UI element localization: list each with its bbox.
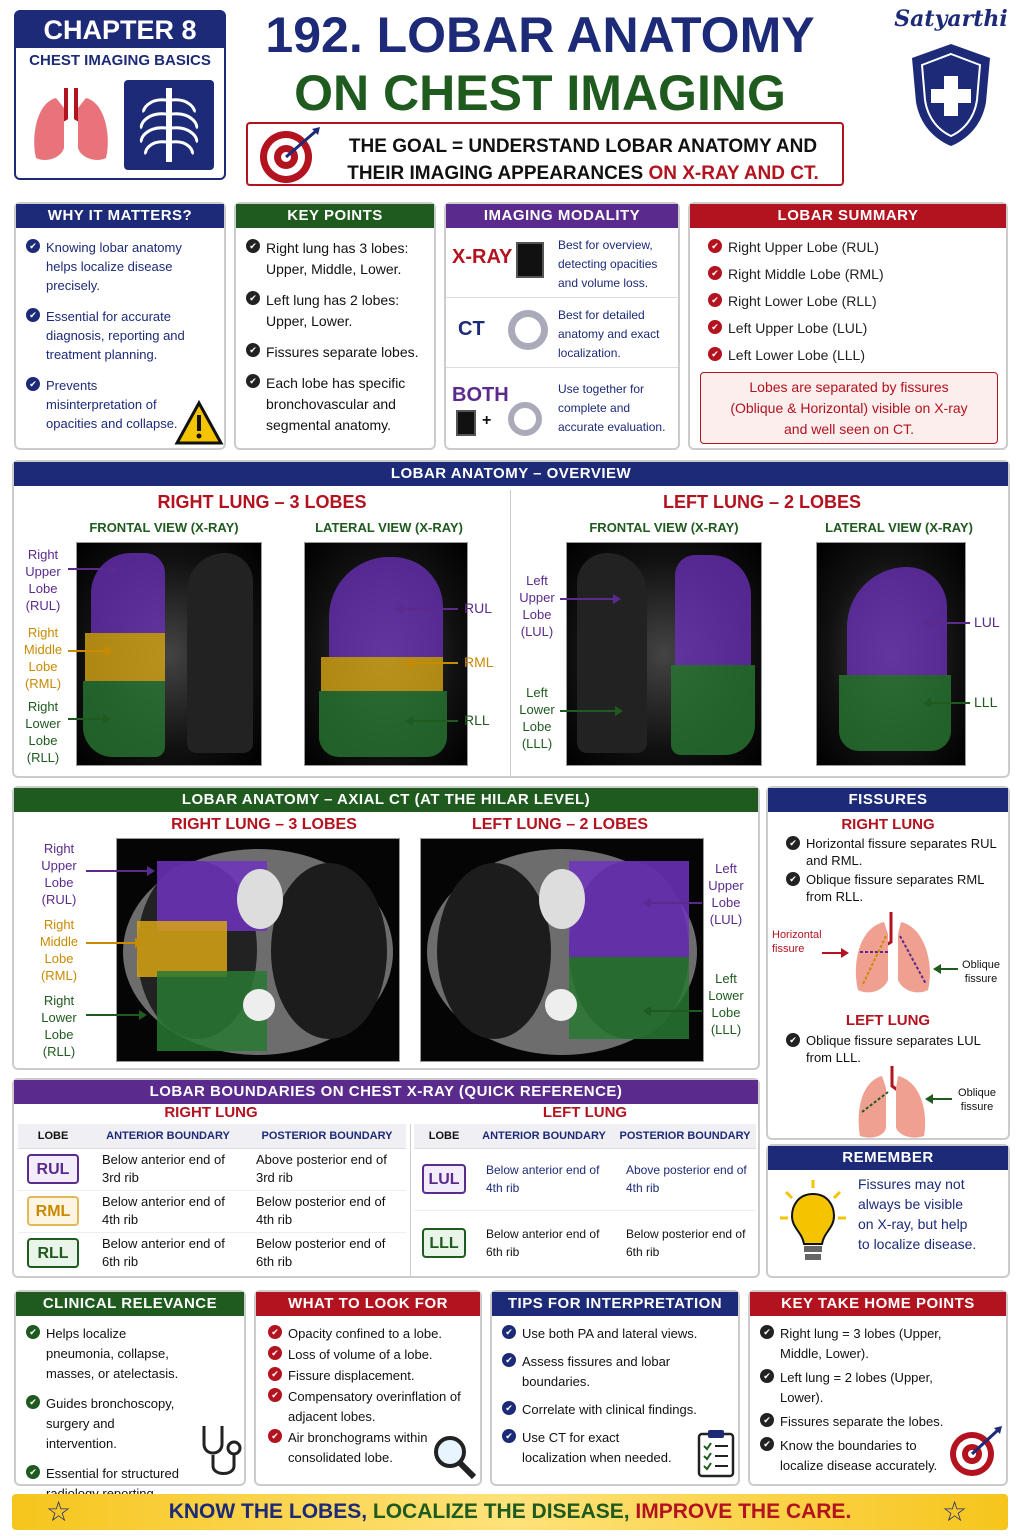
remember-box xyxy=(766,1144,1010,1278)
modality-name: CT xyxy=(458,318,485,340)
title-line1: 192. LOBAR ANATOMY xyxy=(265,7,815,63)
key-item: ✔ Each lobe has specific bronchovascular and segmental anatomy. xyxy=(244,373,426,436)
posterior-cell: Below posterior end of 6th rib xyxy=(256,1236,386,1270)
right-boundary-table xyxy=(18,1124,406,1274)
rul-overlay xyxy=(329,557,443,657)
goal-line2a: THEIR IMAGING APPEARANCES xyxy=(347,163,649,184)
lll-arrow xyxy=(926,702,970,704)
boundaries-right-title: RIGHT LUNG xyxy=(164,1104,258,1121)
lul-overlay xyxy=(675,555,751,665)
rul-arrow xyxy=(86,870,152,872)
summary-item: ✔ Right Middle Lobe (RML) xyxy=(706,265,992,284)
col-header: POSTERIOR BOUNDARY xyxy=(619,1129,751,1142)
horizontal-fissure-label: Horizontal fissure xyxy=(772,929,822,955)
summary-item: ✔ Left Lower Lobe (LLL) xyxy=(706,346,992,365)
remember-text: Fissures may not always be visible on X-ray, but help to localize disease. xyxy=(858,1176,977,1252)
posterior-cell: Below posterior end of 4th rib xyxy=(256,1194,386,1227)
page-title xyxy=(240,6,840,122)
oblique-arrow xyxy=(928,1098,952,1100)
lll-overlay xyxy=(569,957,689,1039)
table-row xyxy=(18,1232,406,1274)
summary-item: ✔ Right Lower Lobe (RLL) xyxy=(706,292,992,311)
look-header: WHAT TO LOOK FOR xyxy=(256,1292,480,1316)
right-lung-fissure-icon xyxy=(846,902,946,1002)
oblique-fissure-label: Oblique fissure xyxy=(962,959,1000,985)
summary-list xyxy=(690,228,1006,365)
why-header: WHY IT MATTERS? xyxy=(16,204,224,228)
lobe-chip: LLL xyxy=(422,1228,466,1258)
oblique-fissure-label: Oblique fissure xyxy=(958,1087,996,1113)
ct-scanner-icon xyxy=(508,402,542,436)
posterior-cell: Above posterior end of 4th rib xyxy=(626,1163,747,1195)
star-icon: ☆ xyxy=(46,1496,72,1527)
rll-overlay xyxy=(319,691,447,757)
goal-text xyxy=(328,133,838,187)
anterior-cell: Below anterior end of 3rd rib xyxy=(102,1152,225,1185)
rml-overlay xyxy=(85,633,165,681)
takehome-header: KEY TAKE HOME POINTS xyxy=(750,1292,1006,1316)
col-header: ANTERIOR BOUNDARY xyxy=(482,1129,606,1142)
fissure-item: ✔ Horizontal fissure separates RUL and RML. xyxy=(784,835,1000,869)
frontal-label: FRONTAL VIEW (X-RAY) xyxy=(589,520,739,535)
fissures-right-title: RIGHT LUNG xyxy=(841,816,935,833)
tips-header: TIPS FOR INTERPRETATION xyxy=(492,1292,738,1316)
goal-line2 xyxy=(328,160,838,187)
table-header-row xyxy=(18,1124,406,1148)
lul-abbrev: LUL xyxy=(974,614,1000,630)
modality-desc: Best for detailed anatomy and exact localization. xyxy=(558,308,660,360)
right-lung-title: RIGHT LUNG – 3 LOBES xyxy=(157,492,367,512)
fissures-left-title: LEFT LUNG xyxy=(845,1012,931,1029)
summary-note: Lobes are separated by fissures (Oblique & Horizontal) visible on X-ray and well seen on CT. xyxy=(700,372,998,444)
col-header: LOBE xyxy=(428,1129,460,1142)
chapter-subtitle: CHEST IMAGING BASICS xyxy=(29,52,211,69)
posterior-cell: Below posterior end of 6th rib xyxy=(626,1227,746,1260)
modality-row-both xyxy=(446,370,678,444)
rll-label: Right Lower Lobe (RLL) xyxy=(25,699,61,765)
boundaries-box xyxy=(12,1078,760,1278)
lul-overlay xyxy=(847,567,947,675)
rml-label: Right Middle Lobe (RML) xyxy=(39,917,79,983)
fissures-box xyxy=(766,786,1010,1140)
key-item: ✔ Left lung has 2 lobes: Upper, Lower. xyxy=(244,290,426,332)
ct-header: LOBAR ANATOMY – AXIAL CT (AT THE HILAR LEVEL) xyxy=(14,788,758,812)
lightbulb-icon xyxy=(778,1178,848,1268)
shield-icon xyxy=(906,40,996,150)
look-item: ✔ Fissure displacement. xyxy=(266,1366,472,1386)
modality-row-xray xyxy=(446,232,678,298)
fissures-header: FISSURES xyxy=(768,788,1008,812)
rml-arrow xyxy=(68,650,110,652)
modality-desc: Use together for complete and accurate evaluation. xyxy=(558,382,666,434)
chapter-box xyxy=(14,10,226,180)
summary-item: ✔ Right Upper Lobe (RUL) xyxy=(706,238,992,257)
ct-lung-left xyxy=(271,863,387,1039)
brand-name: Satyarthi xyxy=(894,6,1008,32)
key-item: ✔ Right lung has 3 lobes: Upper, Middle, Lower. xyxy=(244,238,426,280)
look-item: ✔ Opacity confined to a lobe. xyxy=(266,1324,472,1344)
table-row xyxy=(18,1190,406,1232)
spine xyxy=(243,989,275,1021)
takehome-item: ✔ Left lung = 2 lobes (Upper, Lower). xyxy=(758,1368,948,1408)
modality-name: BOTH xyxy=(452,384,509,406)
rml-arrow xyxy=(86,942,140,944)
lungs-icon xyxy=(26,78,116,168)
xray-icon xyxy=(516,242,544,278)
magnifier-icon xyxy=(428,1432,478,1482)
rul-label: Right Upper Lobe (RUL) xyxy=(25,547,61,613)
ct-lung-left xyxy=(569,861,689,1039)
overview-divider xyxy=(510,490,511,776)
anterior-cell: Below anterior end of 4th rib xyxy=(486,1163,600,1195)
rul-label: Right Upper Lobe (RUL) xyxy=(41,841,77,907)
look-box xyxy=(254,1290,482,1486)
table-row xyxy=(414,1210,756,1276)
clinical-item: ✔ Guides bronchoscopy, surgery and intervention. xyxy=(24,1394,184,1454)
rul-arrow xyxy=(398,608,458,610)
left-lateral-xray xyxy=(816,542,966,766)
tips-item: ✔ Correlate with clinical findings. xyxy=(500,1400,730,1420)
footer-c: IMPROVE THE CARE. xyxy=(635,1500,852,1523)
col-header: ANTERIOR BOUNDARY xyxy=(106,1129,230,1142)
right-frontal-xray xyxy=(76,542,262,766)
anterior-cell: Below anterior end of 6th rib xyxy=(486,1227,600,1260)
lll-label: Left Lower Lobe (LLL) xyxy=(519,685,555,751)
clinical-header: CLINICAL RELEVANCE xyxy=(16,1292,244,1316)
horizontal-arrow xyxy=(822,952,846,954)
lul-arrow xyxy=(926,622,970,624)
rll-arrow xyxy=(68,718,108,720)
warning-icon xyxy=(174,400,224,446)
lll-overlay xyxy=(671,665,755,755)
rul-overlay xyxy=(91,553,165,633)
lll-abbrev: LLL xyxy=(974,694,998,710)
tips-item: ✔ Use both PA and lateral views. xyxy=(500,1324,730,1344)
lll-overlay xyxy=(839,675,951,751)
rul-arrow xyxy=(68,568,114,570)
left-boundary-table xyxy=(414,1124,756,1276)
ct-lung-right xyxy=(437,863,551,1039)
lul-label: Left Upper Lobe (LUL) xyxy=(519,573,555,639)
goal-line2b: ON X-RAY AND CT. xyxy=(648,163,819,184)
fissure-item: ✔ Oblique fissure separates RML from RLL. xyxy=(784,871,1000,905)
remember-header: REMEMBER xyxy=(768,1146,1008,1170)
col-header: POSTERIOR BOUNDARY xyxy=(261,1129,393,1142)
rul-abbrev: RUL xyxy=(464,600,493,616)
clinical-item: ✔ Essential for structured xyxy=(24,1464,184,1504)
ct-box xyxy=(12,786,760,1070)
key-list xyxy=(236,228,434,436)
takehome-item: ✔ Fissures separate the lobes. xyxy=(758,1412,998,1432)
oblique-arrow xyxy=(936,968,958,970)
rll-arrow xyxy=(408,720,458,722)
goal-line1: THE GOAL = UNDERSTAND LOBAR ANATOMY AND xyxy=(348,136,818,157)
tips-box xyxy=(490,1290,740,1486)
lll-label: Left Lower Lobe (LLL) xyxy=(708,971,744,1037)
rll-abbrev: RLL xyxy=(464,712,490,728)
ct-left-image xyxy=(420,838,704,1062)
rll-label: Right Lower Lobe (RLL) xyxy=(41,993,77,1059)
left-lung-dark xyxy=(187,553,253,753)
lul-arrow xyxy=(646,902,702,904)
right-lung-dark xyxy=(577,553,647,753)
lul-label: Left Upper Lobe (LUL) xyxy=(708,861,744,927)
clinical-item: ✔ Helps localize pneumonia, collapse, masses, or atelectasis. xyxy=(24,1324,194,1384)
anterior-cell: Below anterior end of 6th rib xyxy=(102,1236,225,1270)
boundaries-divider xyxy=(410,1124,411,1276)
boundaries-left-title: LEFT LUNG xyxy=(542,1104,628,1121)
takehome-item: ✔ Know the boundaries to localize disease accurately. xyxy=(758,1436,938,1476)
plus-icon: + xyxy=(482,412,492,429)
summary-box xyxy=(688,202,1008,450)
rml-arrow xyxy=(408,662,458,664)
look-item: ✔ Air bronchograms within consolidated lobe. xyxy=(266,1428,436,1468)
footer-a: KNOW THE LOBES, xyxy=(168,1500,373,1523)
key-box xyxy=(234,202,436,450)
lateral-label: LATERAL VIEW (X-RAY) xyxy=(315,520,463,535)
ct-left-title: LEFT LUNG – 2 LOBES xyxy=(471,816,648,833)
goal-box xyxy=(246,122,844,186)
col-header: LOBE xyxy=(37,1129,69,1142)
overview-box xyxy=(12,460,1010,778)
lobe-chip: RML xyxy=(27,1196,79,1226)
summary-header: LOBAR SUMMARY xyxy=(690,204,1006,228)
takehome-box xyxy=(748,1290,1008,1486)
fissures-right-list xyxy=(768,833,1008,905)
left-lung-title: LEFT LUNG – 2 LOBES xyxy=(662,492,862,512)
chapter-title: CHAPTER 8 xyxy=(16,12,224,48)
fissure-item: ✔ Oblique fissure separates LUL from LLL. xyxy=(784,1032,1004,1066)
why-box xyxy=(14,202,226,450)
anterior-cell: Below anterior end of 4th rib xyxy=(102,1194,225,1227)
tips-item: ✔ Use CT for exact localization when needed. xyxy=(500,1428,680,1468)
checklist-icon xyxy=(696,1428,736,1478)
brand xyxy=(886,6,1016,166)
boundaries-header: LOBAR BOUNDARIES ON CHEST X-RAY (QUICK REFERENCE) xyxy=(14,1080,758,1104)
spine xyxy=(545,989,577,1021)
table-row xyxy=(18,1148,406,1190)
target-icon xyxy=(254,125,324,185)
rml-abbrev: RML xyxy=(464,654,494,670)
overview-header: LOBAR ANATOMY – OVERVIEW xyxy=(14,462,1008,486)
lll-arrow xyxy=(560,710,620,712)
left-frontal-xray xyxy=(566,542,762,766)
modality-row-ct xyxy=(446,300,678,368)
table-row xyxy=(414,1148,756,1210)
lll-arrow xyxy=(646,1010,702,1012)
lul-arrow xyxy=(560,598,618,600)
footer-text xyxy=(72,1494,948,1530)
rll-arrow xyxy=(86,1014,144,1016)
clinical-box xyxy=(14,1290,246,1486)
ct-scanner-icon xyxy=(508,310,548,350)
footer-banner xyxy=(12,1494,1008,1530)
key-item: ✔ Fissures separate lobes. xyxy=(244,342,426,363)
why-item: ✔ Essential for accurate diagnosis, reporting and treatment planning. xyxy=(24,307,216,364)
ct-right-title: RIGHT LUNG – 3 LOBES xyxy=(171,816,357,833)
lateral-label: LATERAL VIEW (X-RAY) xyxy=(825,520,973,535)
target-icon xyxy=(946,1424,1006,1480)
title-line2: ON CHEST IMAGING xyxy=(294,65,786,121)
summary-item: ✔ Left Upper Lobe (LUL) xyxy=(706,319,992,338)
lobe-chip: LUL xyxy=(422,1164,466,1194)
modality-box xyxy=(444,202,680,450)
mediastinum xyxy=(539,869,585,929)
stethoscope-icon xyxy=(196,1422,246,1482)
footer-b: LOCALIZE THE DISEASE, xyxy=(372,1500,636,1523)
why-item: ✔ Knowing lobar anatomy helps localize disease precisely. xyxy=(24,238,216,295)
posterior-cell: Above posterior end of 3rd rib xyxy=(256,1152,387,1185)
key-header: KEY POINTS xyxy=(236,204,434,228)
mediastinum xyxy=(237,869,283,929)
modality-header: IMAGING MODALITY xyxy=(446,204,678,228)
look-item: ✔ Compensatory overinflation of adjacent lobes. xyxy=(266,1387,472,1427)
ribcage-icon xyxy=(124,80,214,170)
look-item: ✔ Loss of volume of a lobe. xyxy=(266,1345,472,1365)
frontal-label: FRONTAL VIEW (X-RAY) xyxy=(89,520,239,535)
takehome-item: ✔ Right lung = 3 lobes (Upper, Middle, Lower). xyxy=(758,1324,948,1364)
lul-overlay xyxy=(569,861,689,957)
table-header-row xyxy=(414,1124,756,1148)
rml-overlay xyxy=(137,921,227,977)
lobe-chip: RLL xyxy=(27,1238,79,1268)
tips-item: ✔ Assess fissures and lobar boundaries. xyxy=(500,1352,690,1392)
why-item: ✔ Prevents misinterpretation of opacities and collapse. xyxy=(24,376,184,433)
modality-desc: Best for overview, detecting opacities and volume loss. xyxy=(558,238,658,290)
modality-name: X-RAY xyxy=(452,246,513,268)
star-icon: ☆ xyxy=(942,1496,968,1527)
xray-icon xyxy=(456,410,476,436)
right-lateral-xray xyxy=(304,542,468,766)
lobe-chip: RUL xyxy=(27,1154,79,1184)
rml-label: Right Middle Lobe (RML) xyxy=(23,625,63,691)
